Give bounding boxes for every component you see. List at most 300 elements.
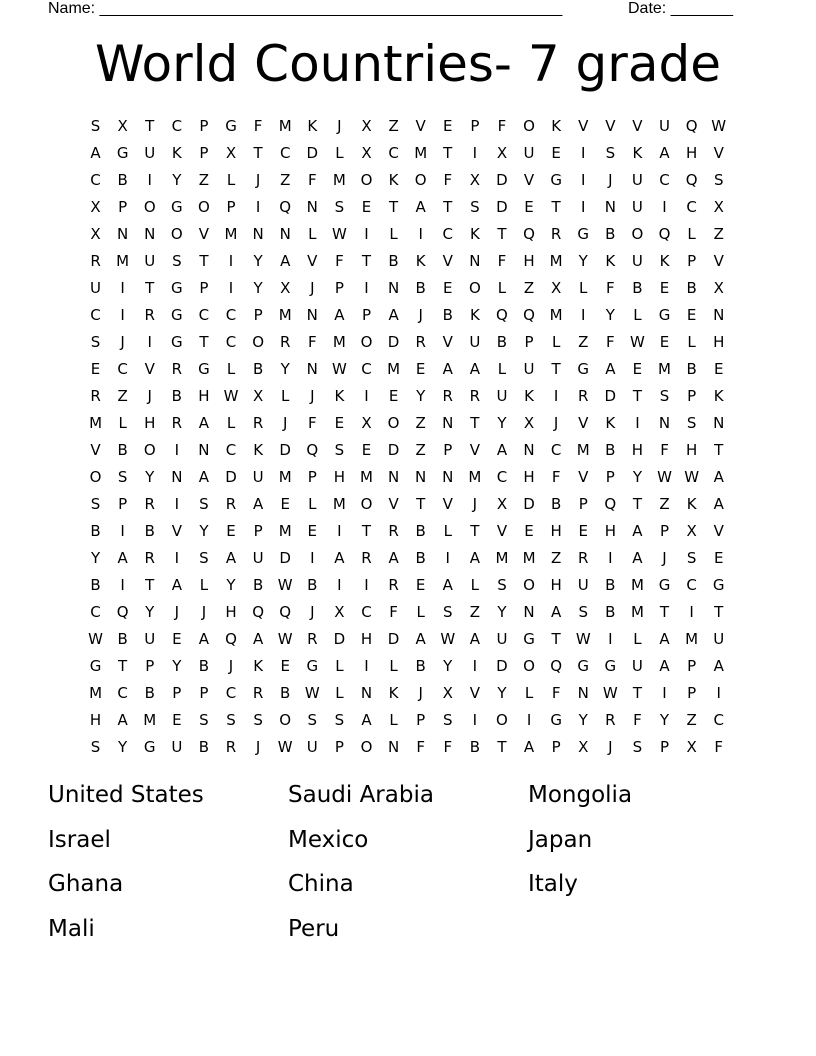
grid-cell[interactable]: N bbox=[604, 197, 616, 216]
grid-cell[interactable]: N bbox=[306, 305, 318, 324]
grid-cell[interactable]: A bbox=[605, 359, 616, 378]
grid-cell[interactable]: O bbox=[631, 224, 644, 243]
grid-cell[interactable]: C bbox=[361, 359, 372, 378]
grid-cell[interactable]: J bbox=[147, 386, 152, 405]
grid-cell[interactable]: V bbox=[388, 494, 399, 513]
grid-cell[interactable]: O bbox=[143, 440, 156, 459]
grid-cell[interactable]: Q bbox=[550, 656, 563, 675]
grid-cell[interactable]: G bbox=[116, 143, 129, 162]
grid-cell[interactable]: A bbox=[334, 548, 345, 567]
grid-cell[interactable]: J bbox=[418, 683, 423, 702]
grid-cell[interactable]: I bbox=[662, 683, 667, 702]
grid-cell[interactable]: N bbox=[713, 413, 725, 432]
grid-cell[interactable]: J bbox=[553, 413, 559, 432]
grid-cell[interactable]: Y bbox=[605, 305, 615, 324]
grid-cell[interactable]: P bbox=[226, 197, 236, 216]
grid-cell[interactable]: B bbox=[144, 521, 155, 540]
grid-cell[interactable]: V bbox=[144, 359, 155, 378]
grid-cell[interactable]: O bbox=[89, 467, 102, 486]
grid-cell[interactable]: L bbox=[687, 224, 696, 243]
grid-cell[interactable]: N bbox=[713, 305, 725, 324]
grid-cell[interactable]: Q bbox=[496, 305, 508, 324]
grid-cell[interactable]: G bbox=[171, 305, 183, 324]
grid-cell[interactable]: A bbox=[117, 710, 128, 729]
grid-cell[interactable]: X bbox=[551, 278, 562, 297]
grid-cell[interactable]: R bbox=[415, 332, 426, 351]
grid-cell[interactable]: V bbox=[605, 116, 616, 135]
grid-cell[interactable]: Y bbox=[118, 737, 128, 756]
grid-cell[interactable]: Y bbox=[226, 575, 236, 594]
grid-cell[interactable]: R bbox=[225, 494, 237, 513]
grid-cell[interactable]: L bbox=[497, 278, 507, 297]
grid-cell[interactable]: J bbox=[201, 602, 207, 621]
grid-cell[interactable]: A bbox=[198, 467, 210, 486]
grid-cell[interactable]: B bbox=[605, 575, 616, 594]
grid-cell[interactable]: N bbox=[117, 224, 129, 243]
grid-cell[interactable]: P bbox=[253, 521, 263, 540]
grid-cell[interactable]: F bbox=[633, 710, 642, 729]
grid-cell[interactable]: P bbox=[253, 305, 263, 324]
grid-cell[interactable]: E bbox=[334, 413, 345, 432]
grid-cell[interactable]: Y bbox=[90, 548, 101, 567]
grid-cell[interactable]: G bbox=[712, 575, 725, 594]
grid-cell[interactable]: K bbox=[334, 386, 345, 405]
grid-cell[interactable]: Q bbox=[685, 116, 698, 135]
grid-cell[interactable]: V bbox=[713, 251, 724, 270]
grid-cell[interactable]: X bbox=[469, 170, 480, 189]
grid-cell[interactable]: J bbox=[228, 656, 234, 675]
grid-cell[interactable]: L bbox=[416, 602, 425, 621]
grid-cell[interactable]: V bbox=[523, 170, 535, 189]
grid-cell[interactable]: I bbox=[472, 710, 478, 729]
grid-cell[interactable]: A bbox=[523, 737, 535, 756]
grid-cell[interactable]: X bbox=[90, 197, 101, 216]
grid-cell[interactable]: J bbox=[337, 116, 342, 135]
grid-cell[interactable]: P bbox=[443, 440, 453, 459]
grid-cell[interactable]: G bbox=[577, 359, 590, 378]
grid-cell[interactable]: U bbox=[496, 386, 508, 405]
grid-cell[interactable]: F bbox=[606, 332, 615, 351]
grid-cell[interactable]: E bbox=[307, 521, 318, 540]
grid-cell[interactable]: V bbox=[90, 440, 101, 459]
grid-cell[interactable]: J bbox=[662, 548, 667, 567]
grid-cell[interactable]: D bbox=[279, 548, 291, 567]
grid-cell[interactable]: R bbox=[171, 413, 183, 432]
grid-cell[interactable]: I bbox=[608, 548, 613, 567]
grid-cell[interactable]: Z bbox=[659, 494, 670, 513]
grid-cell[interactable]: P bbox=[687, 251, 697, 270]
grid-cell[interactable]: D bbox=[496, 197, 508, 216]
grid-cell[interactable]: B bbox=[117, 629, 128, 648]
grid-cell[interactable]: Z bbox=[415, 440, 426, 459]
grid-cell[interactable]: F bbox=[307, 332, 317, 351]
grid-cell[interactable]: V bbox=[469, 440, 480, 459]
grid-cell[interactable]: V bbox=[496, 521, 508, 540]
grid-cell[interactable]: B bbox=[415, 521, 426, 540]
grid-cell[interactable]: S bbox=[578, 602, 588, 621]
grid-cell[interactable]: U bbox=[631, 170, 643, 189]
grid-cell[interactable]: A bbox=[659, 656, 670, 675]
grid-cell[interactable]: I bbox=[120, 521, 125, 540]
grid-cell[interactable]: P bbox=[118, 494, 128, 513]
grid-cell[interactable]: T bbox=[632, 683, 642, 702]
grid-cell[interactable]: X bbox=[578, 737, 589, 756]
grid-cell[interactable]: D bbox=[496, 656, 508, 675]
grid-cell[interactable]: N bbox=[442, 413, 454, 432]
grid-cell[interactable]: I bbox=[364, 278, 369, 297]
grid-cell[interactable]: S bbox=[686, 413, 697, 432]
grid-cell[interactable]: R bbox=[578, 386, 589, 405]
grid-cell[interactable]: A bbox=[252, 494, 264, 513]
grid-cell[interactable]: B bbox=[252, 359, 264, 378]
grid-cell[interactable]: W bbox=[657, 467, 672, 486]
grid-cell[interactable]: P bbox=[361, 305, 371, 324]
grid-cell[interactable]: C bbox=[659, 170, 670, 189]
grid-cell[interactable]: O bbox=[360, 494, 373, 513]
grid-cell[interactable]: Y bbox=[253, 251, 263, 270]
grid-cell[interactable]: C bbox=[171, 116, 183, 135]
grid-cell[interactable]: P bbox=[659, 521, 670, 540]
grid-cell[interactable]: A bbox=[90, 143, 101, 162]
grid-cell[interactable]: I bbox=[445, 548, 450, 567]
grid-cell[interactable]: W bbox=[575, 629, 591, 648]
grid-cell[interactable]: I bbox=[472, 143, 478, 162]
grid-cell[interactable]: O bbox=[387, 413, 400, 432]
grid-cell[interactable]: T bbox=[443, 197, 453, 216]
grid-cell[interactable]: J bbox=[418, 305, 423, 324]
grid-cell[interactable]: G bbox=[550, 710, 562, 729]
grid-cell[interactable]: B bbox=[90, 575, 101, 594]
grid-cell[interactable]: I bbox=[337, 575, 342, 594]
grid-cell[interactable]: R bbox=[144, 305, 155, 324]
grid-cell[interactable]: S bbox=[443, 602, 453, 621]
grid-cell[interactable]: F bbox=[497, 251, 507, 270]
grid-cell[interactable]: A bbox=[551, 602, 562, 621]
grid-cell[interactable]: K bbox=[605, 251, 616, 270]
grid-cell[interactable]: H bbox=[685, 440, 698, 459]
grid-cell[interactable]: E bbox=[578, 521, 588, 540]
grid-cell[interactable]: V bbox=[713, 521, 724, 540]
grid-cell[interactable]: S bbox=[90, 332, 101, 351]
grid-cell[interactable]: H bbox=[523, 467, 535, 486]
grid-cell[interactable]: N bbox=[171, 467, 183, 486]
grid-cell[interactable]: R bbox=[252, 413, 264, 432]
grid-cell[interactable]: L bbox=[118, 413, 127, 432]
grid-cell[interactable]: A bbox=[659, 143, 670, 162]
grid-cell[interactable]: N bbox=[658, 413, 671, 432]
grid-cell[interactable]: E bbox=[686, 305, 697, 324]
grid-cell[interactable]: Q bbox=[279, 602, 292, 621]
grid-cell[interactable]: B bbox=[171, 386, 182, 405]
grid-cell[interactable]: E bbox=[443, 116, 453, 135]
grid-cell[interactable]: B bbox=[632, 278, 643, 297]
grid-cell[interactable]: G bbox=[550, 170, 562, 189]
grid-cell[interactable]: H bbox=[225, 602, 237, 621]
grid-cell[interactable]: B bbox=[388, 251, 399, 270]
grid-cell[interactable]: F bbox=[443, 737, 453, 756]
grid-cell[interactable]: I bbox=[581, 170, 586, 189]
grid-cell[interactable]: A bbox=[361, 710, 372, 729]
grid-cell[interactable]: M bbox=[278, 305, 292, 324]
grid-cell[interactable]: I bbox=[364, 656, 369, 675]
grid-cell[interactable]: M bbox=[576, 440, 590, 459]
grid-cell[interactable]: I bbox=[147, 332, 152, 351]
grid-cell[interactable]: C bbox=[550, 440, 562, 459]
grid-cell[interactable]: F bbox=[443, 170, 453, 189]
grid-cell[interactable]: U bbox=[523, 359, 535, 378]
grid-cell[interactable]: T bbox=[659, 602, 670, 621]
grid-cell[interactable]: X bbox=[117, 116, 128, 135]
grid-cell[interactable]: F bbox=[307, 413, 317, 432]
grid-cell[interactable]: O bbox=[198, 197, 210, 216]
grid-cell[interactable]: Q bbox=[116, 602, 129, 621]
grid-cell[interactable]: H bbox=[523, 251, 535, 270]
grid-cell[interactable]: N bbox=[469, 251, 481, 270]
grid-cell[interactable]: S bbox=[199, 710, 209, 729]
grid-cell[interactable]: A bbox=[713, 494, 724, 513]
grid-cell[interactable]: Y bbox=[443, 656, 453, 675]
grid-cell[interactable]: W bbox=[304, 683, 320, 702]
grid-cell[interactable]: Z bbox=[686, 710, 697, 729]
grid-cell[interactable]: W bbox=[277, 629, 293, 648]
grid-cell[interactable]: H bbox=[685, 143, 698, 162]
grid-cell[interactable]: I bbox=[662, 197, 667, 216]
grid-cell[interactable]: E bbox=[172, 710, 182, 729]
grid-cell[interactable]: L bbox=[226, 170, 236, 189]
grid-cell[interactable]: E bbox=[415, 575, 426, 594]
grid-cell[interactable]: O bbox=[360, 737, 373, 756]
grid-cell[interactable]: J bbox=[608, 170, 613, 189]
grid-cell[interactable]: Q bbox=[279, 197, 292, 216]
grid-cell[interactable]: I bbox=[716, 683, 721, 702]
grid-cell[interactable]: C bbox=[117, 359, 128, 378]
grid-cell[interactable]: G bbox=[171, 332, 183, 351]
grid-cell[interactable]: U bbox=[469, 332, 481, 351]
grid-cell[interactable]: V bbox=[171, 521, 182, 540]
grid-cell[interactable]: S bbox=[470, 197, 480, 216]
grid-cell[interactable]: L bbox=[389, 710, 398, 729]
grid-cell[interactable]: R bbox=[144, 494, 155, 513]
grid-cell[interactable]: P bbox=[687, 386, 697, 405]
grid-cell[interactable]: B bbox=[117, 170, 128, 189]
grid-cell[interactable]: E bbox=[361, 440, 372, 459]
grid-cell[interactable]: R bbox=[388, 521, 399, 540]
grid-cell[interactable]: D bbox=[279, 440, 291, 459]
grid-cell[interactable]: E bbox=[280, 494, 290, 513]
grid-cell[interactable]: A bbox=[442, 575, 453, 594]
grid-cell[interactable]: Y bbox=[416, 386, 426, 405]
grid-cell[interactable]: I bbox=[635, 413, 640, 432]
grid-cell[interactable]: A bbox=[469, 359, 480, 378]
grid-cell[interactable]: T bbox=[416, 494, 426, 513]
grid-cell[interactable]: D bbox=[306, 143, 319, 162]
grid-cell[interactable]: X bbox=[225, 143, 237, 162]
grid-cell[interactable]: W bbox=[602, 683, 618, 702]
grid-cell[interactable]: I bbox=[472, 656, 478, 675]
grid-cell[interactable]: T bbox=[145, 575, 155, 594]
grid-cell[interactable]: P bbox=[578, 494, 588, 513]
grid-cell[interactable]: C bbox=[225, 332, 237, 351]
grid-cell[interactable]: T bbox=[470, 521, 480, 540]
grid-cell[interactable]: K bbox=[469, 305, 480, 324]
grid-cell[interactable]: E bbox=[551, 143, 561, 162]
grid-cell[interactable]: M bbox=[116, 251, 130, 270]
grid-cell[interactable]: M bbox=[143, 710, 157, 729]
grid-cell[interactable]: P bbox=[334, 278, 344, 297]
grid-cell[interactable]: U bbox=[306, 737, 318, 756]
name-field[interactable]: Name: ____________________________________________________ bbox=[48, 0, 563, 17]
grid-cell[interactable]: T bbox=[632, 494, 642, 513]
grid-cell[interactable]: L bbox=[524, 683, 534, 702]
grid-cell[interactable]: A bbox=[632, 548, 643, 567]
grid-cell[interactable]: S bbox=[605, 143, 616, 162]
grid-cell[interactable]: F bbox=[497, 116, 507, 135]
grid-cell[interactable]: U bbox=[631, 197, 643, 216]
grid-cell[interactable]: K bbox=[307, 116, 318, 135]
grid-cell[interactable]: O bbox=[170, 224, 183, 243]
grid-cell[interactable]: C bbox=[90, 305, 101, 324]
grid-cell[interactable]: S bbox=[117, 467, 128, 486]
grid-cell[interactable]: S bbox=[659, 386, 670, 405]
grid-cell[interactable]: C bbox=[388, 143, 399, 162]
grid-cell[interactable]: I bbox=[120, 278, 125, 297]
grid-cell[interactable]: P bbox=[551, 737, 561, 756]
grid-cell[interactable]: B bbox=[198, 737, 210, 756]
grid-cell[interactable]: O bbox=[414, 170, 427, 189]
grid-cell[interactable]: T bbox=[714, 602, 724, 621]
grid-cell[interactable]: A bbox=[388, 548, 399, 567]
grid-cell[interactable]: Z bbox=[469, 602, 480, 621]
grid-cell[interactable]: T bbox=[551, 359, 561, 378]
grid-cell[interactable]: S bbox=[686, 548, 697, 567]
grid-cell[interactable]: X bbox=[496, 143, 508, 162]
grid-cell[interactable]: M bbox=[360, 467, 373, 486]
grid-cell[interactable]: A bbox=[496, 440, 508, 459]
grid-cell[interactable]: M bbox=[630, 602, 644, 621]
grid-cell[interactable]: L bbox=[551, 332, 561, 351]
grid-cell[interactable]: A bbox=[469, 548, 480, 567]
grid-cell[interactable]: V bbox=[415, 116, 426, 135]
grid-cell[interactable]: I bbox=[228, 251, 234, 270]
grid-cell[interactable]: S bbox=[443, 710, 453, 729]
grid-cell[interactable]: H bbox=[713, 332, 725, 351]
grid-cell[interactable]: J bbox=[120, 332, 125, 351]
grid-cell[interactable]: P bbox=[524, 332, 534, 351]
grid-cell[interactable]: G bbox=[577, 224, 590, 243]
grid-cell[interactable]: P bbox=[659, 737, 670, 756]
grid-cell[interactable]: A bbox=[469, 629, 480, 648]
grid-cell[interactable]: E bbox=[90, 359, 101, 378]
grid-cell[interactable]: H bbox=[333, 467, 346, 486]
grid-cell[interactable]: A bbox=[171, 575, 182, 594]
grid-cell[interactable]: N bbox=[360, 683, 373, 702]
grid-cell[interactable]: A bbox=[225, 548, 237, 567]
grid-cell[interactable]: J bbox=[174, 602, 180, 621]
grid-cell[interactable]: B bbox=[686, 278, 697, 297]
grid-cell[interactable]: M bbox=[495, 548, 509, 567]
grid-cell[interactable]: Y bbox=[578, 710, 588, 729]
grid-cell[interactable]: V bbox=[713, 143, 724, 162]
grid-cell[interactable]: M bbox=[332, 494, 346, 513]
grid-cell[interactable]: W bbox=[331, 359, 347, 378]
grid-cell[interactable]: T bbox=[361, 521, 372, 540]
grid-cell[interactable]: I bbox=[581, 143, 586, 162]
grid-cell[interactable]: O bbox=[468, 278, 481, 297]
grid-cell[interactable]: O bbox=[523, 575, 535, 594]
grid-cell[interactable]: I bbox=[120, 305, 125, 324]
grid-cell[interactable]: C bbox=[90, 170, 101, 189]
grid-cell[interactable]: G bbox=[171, 197, 183, 216]
grid-cell[interactable]: N bbox=[144, 224, 156, 243]
grid-cell[interactable]: R bbox=[550, 224, 562, 243]
grid-cell[interactable]: M bbox=[630, 575, 644, 594]
grid-cell[interactable]: Q bbox=[685, 170, 698, 189]
grid-cell[interactable]: I bbox=[147, 170, 152, 189]
grid-cell[interactable]: W bbox=[711, 116, 727, 135]
grid-cell[interactable]: W bbox=[88, 629, 103, 648]
grid-cell[interactable]: W bbox=[223, 386, 239, 405]
grid-cell[interactable]: P bbox=[334, 737, 344, 756]
grid-cell[interactable]: Z bbox=[523, 278, 535, 297]
grid-cell[interactable]: X bbox=[713, 197, 724, 216]
grid-cell[interactable]: N bbox=[577, 683, 589, 702]
grid-cell[interactable]: J bbox=[608, 737, 613, 756]
grid-cell[interactable]: F bbox=[714, 737, 724, 756]
grid-cell[interactable]: O bbox=[523, 656, 535, 675]
grid-cell[interactable]: P bbox=[172, 683, 182, 702]
grid-cell[interactable]: U bbox=[577, 575, 589, 594]
grid-cell[interactable]: Y bbox=[145, 602, 155, 621]
grid-cell[interactable]: K bbox=[632, 143, 643, 162]
grid-cell[interactable]: X bbox=[252, 386, 264, 405]
grid-cell[interactable]: L bbox=[226, 359, 236, 378]
grid-cell[interactable]: V bbox=[578, 116, 589, 135]
grid-cell[interactable]: X bbox=[713, 278, 724, 297]
grid-cell[interactable]: L bbox=[633, 305, 642, 324]
grid-cell[interactable]: T bbox=[253, 143, 263, 162]
grid-cell[interactable]: S bbox=[172, 251, 182, 270]
grid-cell[interactable]: L bbox=[579, 278, 588, 297]
grid-cell[interactable]: B bbox=[90, 521, 101, 540]
grid-cell[interactable]: T bbox=[470, 413, 480, 432]
grid-cell[interactable]: V bbox=[578, 413, 589, 432]
grid-cell[interactable]: C bbox=[225, 440, 237, 459]
grid-cell[interactable]: S bbox=[307, 710, 318, 729]
grid-cell[interactable]: A bbox=[415, 629, 426, 648]
grid-cell[interactable]: T bbox=[145, 278, 155, 297]
grid-cell[interactable]: I bbox=[310, 548, 315, 567]
grid-cell[interactable]: G bbox=[89, 656, 102, 675]
grid-cell[interactable]: M bbox=[89, 413, 103, 432]
grid-cell[interactable]: F bbox=[551, 467, 561, 486]
grid-cell[interactable]: P bbox=[470, 116, 480, 135]
grid-cell[interactable]: X bbox=[496, 494, 508, 513]
grid-cell[interactable]: C bbox=[279, 143, 291, 162]
grid-cell[interactable]: F bbox=[606, 278, 615, 297]
grid-cell[interactable]: Y bbox=[253, 278, 263, 297]
grid-cell[interactable]: T bbox=[199, 251, 209, 270]
grid-cell[interactable]: K bbox=[524, 386, 534, 405]
grid-cell[interactable]: P bbox=[199, 116, 209, 135]
grid-cell[interactable]: X bbox=[361, 116, 372, 135]
grid-cell[interactable]: M bbox=[658, 359, 671, 378]
grid-cell[interactable]: U bbox=[144, 629, 156, 648]
grid-cell[interactable]: O bbox=[496, 710, 508, 729]
grid-cell[interactable]: H bbox=[550, 521, 562, 540]
grid-cell[interactable]: N bbox=[442, 467, 454, 486]
grid-cell[interactable]: L bbox=[443, 521, 452, 540]
grid-cell[interactable]: X bbox=[442, 683, 453, 702]
